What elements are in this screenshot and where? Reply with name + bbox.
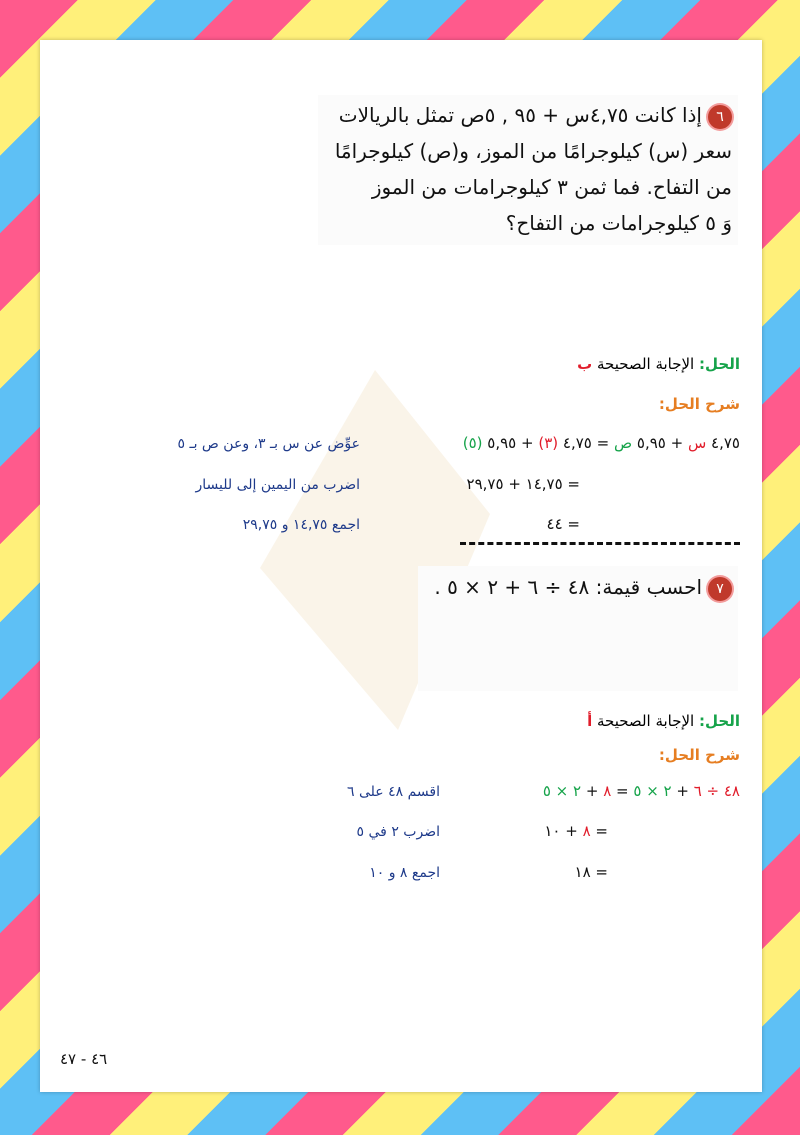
page-number: ٤٦ - ٤٧ — [60, 1050, 108, 1068]
answer-letter: أ — [587, 712, 593, 730]
q7-step-1-equation: ٤٨ ÷ ٦ + ٢ × ٥ = ٨ + ٢ × ٥ — [542, 782, 740, 800]
q6-answer-line — [577, 355, 740, 373]
q6-step-2-note: اضرب من اليمين إلى لليسار — [195, 477, 360, 493]
question-7-box — [418, 566, 738, 691]
answer-text: الإجابة الصحيحة — [597, 712, 695, 730]
answer-label: الحل: — [699, 355, 740, 373]
q7-explain-label: شرح الحل: — [658, 746, 740, 764]
answer-letter: ب — [577, 355, 593, 373]
q7-step-1-note: اقسم ٤٨ على ٦ — [347, 784, 440, 800]
q6-step-3-note: اجمع ١٤,٧٥ و ٢٩,٧٥ — [242, 517, 360, 533]
q6-step-1-equation: ٤,٧٥ س + ٥,٩٥ ص = ٤,٧٥ (٣) + ٥,٩٥ (٥) — [462, 434, 740, 452]
q6-step-1-note: عوِّض عن س بـ ٣، وعن ص بـ ٥ — [177, 436, 360, 452]
section-divider — [460, 542, 740, 545]
q7-step-3-note: اجمع ٨ و ١٠ — [369, 865, 440, 881]
question-6-box — [318, 95, 738, 245]
question-7-text: احسب قيمة: ٤٨ ÷ ٦ + ٢ × ٥ . — [434, 575, 702, 599]
question-number-badge: ٦ — [708, 105, 732, 129]
q7-step-2-note: اضرب ٢ في ٥ — [356, 824, 440, 840]
q6-step-3-equation: = ٤٤ — [546, 515, 580, 533]
answer-label: الحل: — [699, 712, 740, 730]
question-6-line-3: من التفاح. فما ثمن ٣ كيلوجرامات من الموز — [371, 175, 732, 199]
question-number-badge: ٧ — [708, 577, 732, 601]
q7-step-3-equation: = ١٨ — [574, 863, 608, 881]
question-6-text — [318, 95, 738, 243]
answer-text: الإجابة الصحيحة — [597, 355, 695, 373]
q7-answer-line — [587, 712, 740, 730]
question-6-line-4: وَ ٥ كيلوجرامات من التفاح؟ — [505, 211, 732, 235]
question-6-line-1: إذا كانت ٤,٧٥س + ٩٥ , ٥ص تمثل بالريالات — [338, 103, 702, 127]
question-6-line-2: سعر (س) كيلوجرامًا من الموز، و(ص) كيلوجرامًا — [334, 139, 732, 163]
q7-step-2-equation: = ٨ + ١٠ — [544, 822, 608, 840]
q6-explain-label: شرح الحل: — [658, 395, 740, 413]
q6-step-2-equation: = ١٤,٧٥ + ٢٩,٧٥ — [466, 475, 580, 493]
